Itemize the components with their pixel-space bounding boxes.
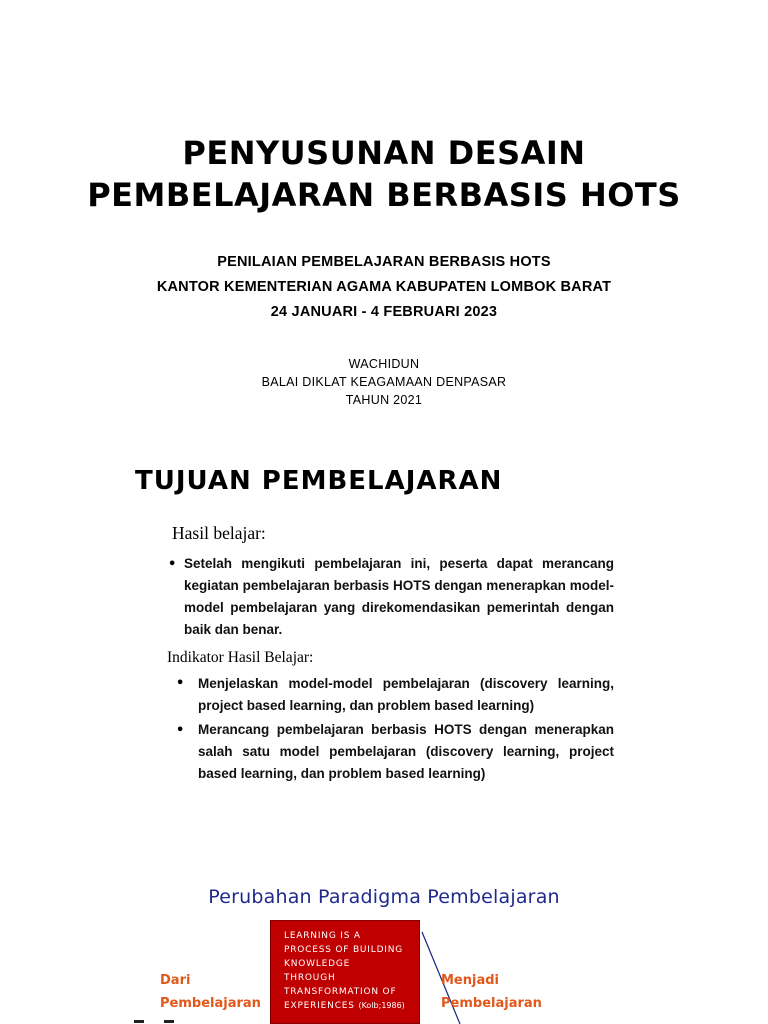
citation: (Kolb;1986) bbox=[358, 1001, 405, 1010]
bottom-dash-marks bbox=[134, 1020, 194, 1024]
indikator-item: Menjelaskan model-model pembelajaran (discovery learning, project based learning, dan problem based learning) bbox=[198, 676, 614, 713]
dash-mark bbox=[134, 1020, 144, 1023]
learning-definition-text bbox=[284, 929, 418, 1013]
menjadi-line-1: Menjadi bbox=[441, 973, 499, 988]
box-line: LEARNING IS A bbox=[284, 931, 361, 941]
dari-line-2: Pembelajaran bbox=[160, 996, 261, 1011]
hasil-belajar-text: Setelah mengikuti pembelajaran ini, peserta dapat merancang kegiatan pembelajaran berbasis HOTS dengan menerapkan model-model pembelajaran yang direkomendasikan pemerintah dengan baik dan benar. bbox=[184, 556, 614, 637]
box-line-text: EXPERIENCES bbox=[284, 1001, 355, 1011]
slide-title-line-2: PEMBELAJARAN BERBASIS HOTS bbox=[87, 176, 681, 214]
author-organization: BALAI DIKLAT KEAGAMAAN DENPASAR bbox=[261, 375, 507, 389]
bullet-marker: • bbox=[168, 557, 177, 572]
slide-title bbox=[0, 132, 768, 216]
dash-mark bbox=[164, 1020, 174, 1023]
box-line: PROCESS OF BUILDING bbox=[284, 945, 404, 955]
menjadi-label bbox=[441, 969, 542, 1015]
paradigm-title: Perubahan Paradigma Pembelajaran bbox=[208, 886, 560, 908]
event-date: 24 JANUARI - 4 FEBRUARI 2023 bbox=[270, 304, 498, 320]
dari-line-1: Dari bbox=[160, 973, 191, 988]
author-name: WACHIDUN bbox=[348, 357, 420, 371]
indikator-heading: Indikator Hasil Belajar: bbox=[167, 649, 314, 666]
event-name: PENILAIAN PEMBELAJARAN BERBASIS HOTS bbox=[217, 254, 551, 270]
box-line: KNOWLEDGE bbox=[284, 959, 351, 969]
indikator-item: Merancang pembelajaran berbasis HOTS dengan menerapkan salah satu model pembelajaran (discovery learning, project based learning, dan problem based learning) bbox=[198, 722, 614, 781]
section-title: TUJUAN PEMBELAJARAN bbox=[135, 466, 503, 496]
event-organizer: KANTOR KEMENTERIAN AGAMA KABUPATEN LOMBOK BARAT bbox=[156, 279, 612, 295]
menjadi-line-2: Pembelajaran bbox=[441, 996, 542, 1011]
slide-title-line-1: PENYUSUNAN DESAIN bbox=[182, 134, 586, 172]
author-year: TAHUN 2021 bbox=[345, 393, 423, 407]
box-line: THROUGH bbox=[284, 973, 336, 983]
bullet-marker: • bbox=[176, 676, 185, 691]
dari-label bbox=[160, 969, 261, 1015]
hasil-belajar-heading: Hasil belajar: bbox=[172, 523, 266, 543]
bullet-marker: • bbox=[176, 723, 185, 738]
box-line bbox=[284, 999, 418, 1013]
box-line: TRANSFORMATION OF bbox=[284, 987, 397, 997]
